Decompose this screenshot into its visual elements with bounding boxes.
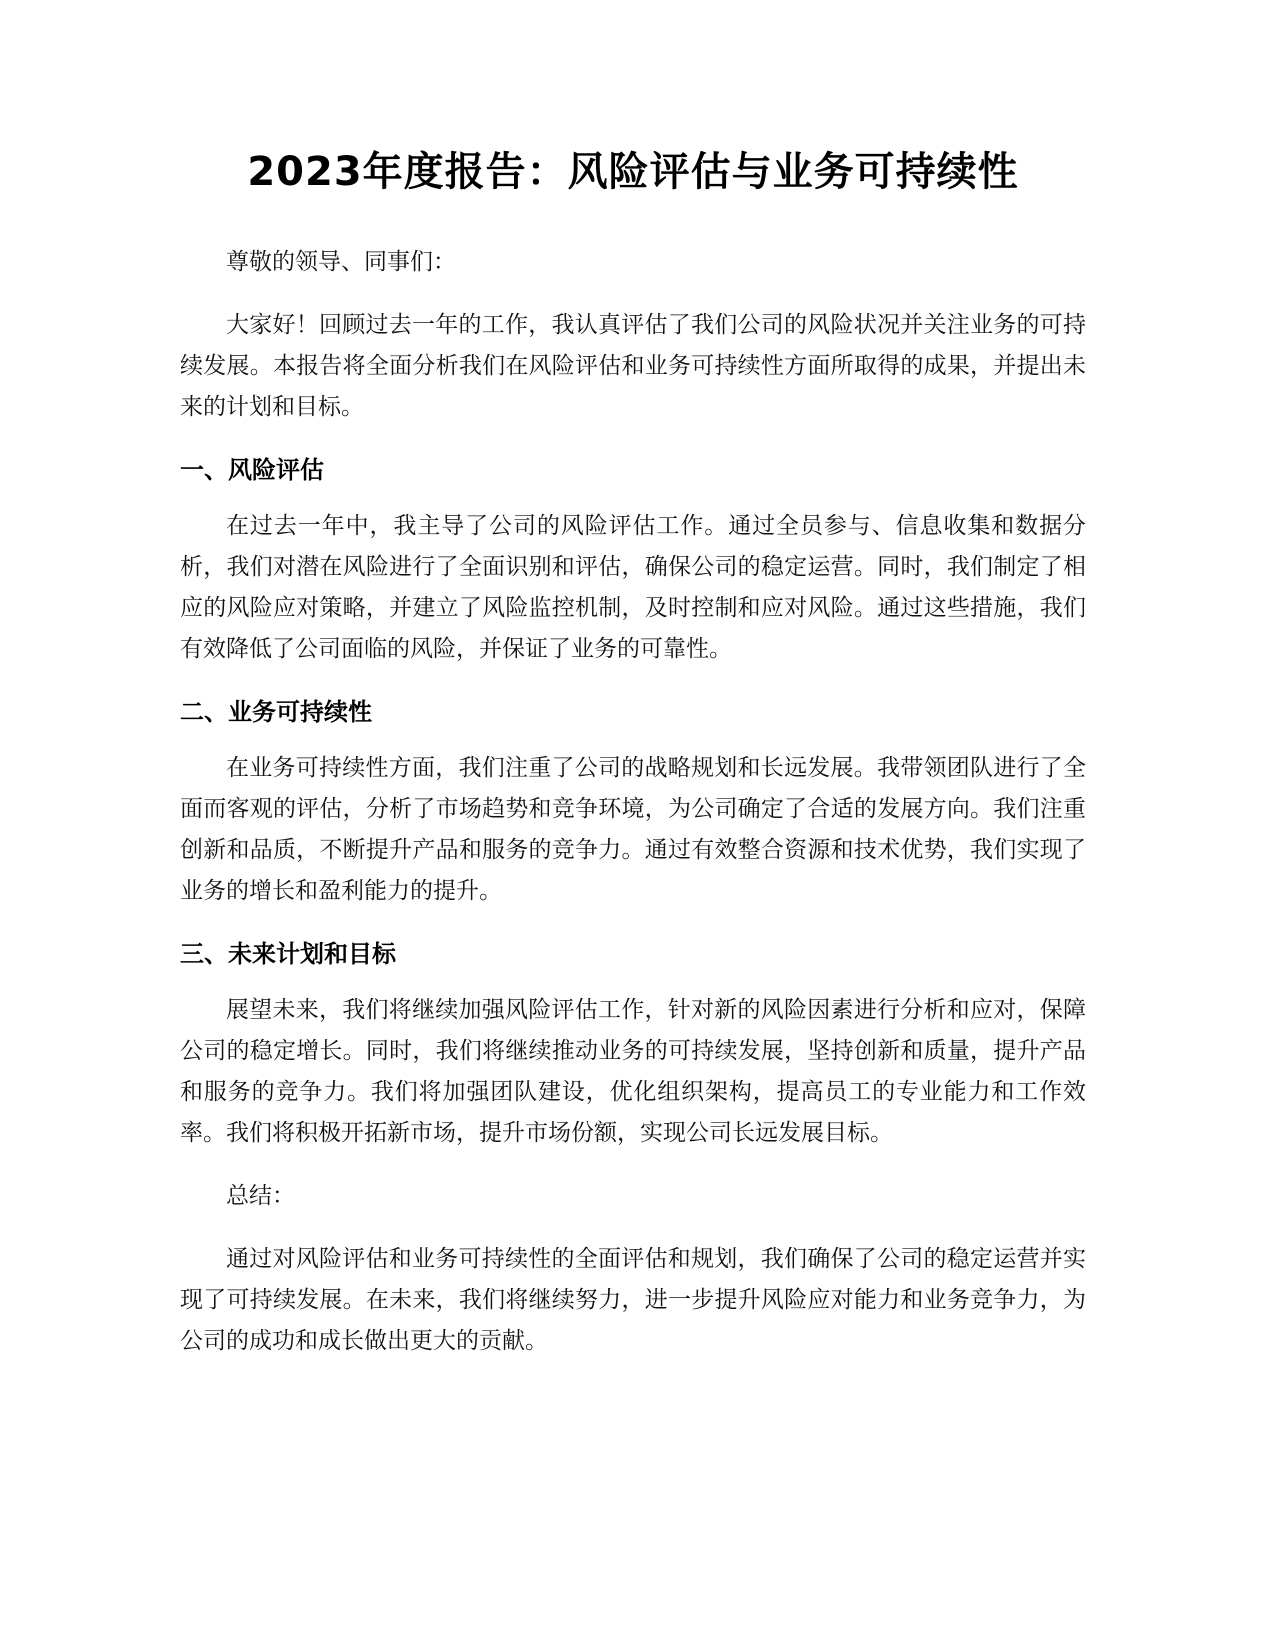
section-body-sustainability: 在业务可持续性方面，我们注重了公司的战略规划和长远发展。我带领团队进行了全面而客观的评估，分析了市场趋势和竞争环境，为公司确定了合适的发展方向。我们注重创新和品质，不断提升产品和服务的竞争力。通过有效整合资源和技术优势，我们实现了业务的增长和盈利能力的提升。 [180,755,1086,904]
document-page [180,140,1086,1384]
section-body-risk-assessment: 在过去一年中，我主导了公司的风险评估工作。通过全员参与、信息收集和数据分析，我们对潜在风险进行了全面识别和评估，确保公司的稳定运营。同时，我们制定了相应的风险应对策略，并建立了风险监控机制，及时控制和应对风险。通过这些措施，我们有效降低了公司面临的风险，并保证了业务的可靠性。 [180,513,1086,662]
section-heading-sustainability: 二、业务可持续性 [180,698,372,726]
document-title: 2023年度报告：风险评估与业务可持续性 [247,149,1019,195]
section-heading-risk-assessment: 一、风险评估 [180,456,324,484]
section-body-future-plans: 展望未来，我们将继续加强风险评估工作，针对新的风险因素进行分析和应对，保障公司的稳定增长。同时，我们将继续推动业务的可持续发展，坚持创新和质量，提升产品和服务的竞争力。我们将加强团队建设，优化组织架构，提高员工的专业能力和工作效率。我们将积极开拓新市场，提升市场份额，实现公司长远发展目标。 [180,997,1086,1146]
summary-paragraph: 通过对风险评估和业务可持续性的全面评估和规划，我们确保了公司的稳定运营并实现了可持续发展。在未来，我们将继续努力，进一步提升风险应对能力和业务竞争力，为公司的成功和成长做出更大的贡献。 [180,1246,1086,1354]
summary-label: 总结： [226,1183,295,1209]
section-heading-future-plans: 三、未来计划和目标 [180,940,396,968]
intro-paragraph: 大家好！回顾过去一年的工作，我认真评估了我们公司的风险状况并关注业务的可持续发展。本报告将全面分析我们在风险评估和业务可持续性方面所取得的成果，并提出未来的计划和目标。 [180,312,1086,420]
salutation: 尊敬的领导、同事们： [226,249,456,275]
